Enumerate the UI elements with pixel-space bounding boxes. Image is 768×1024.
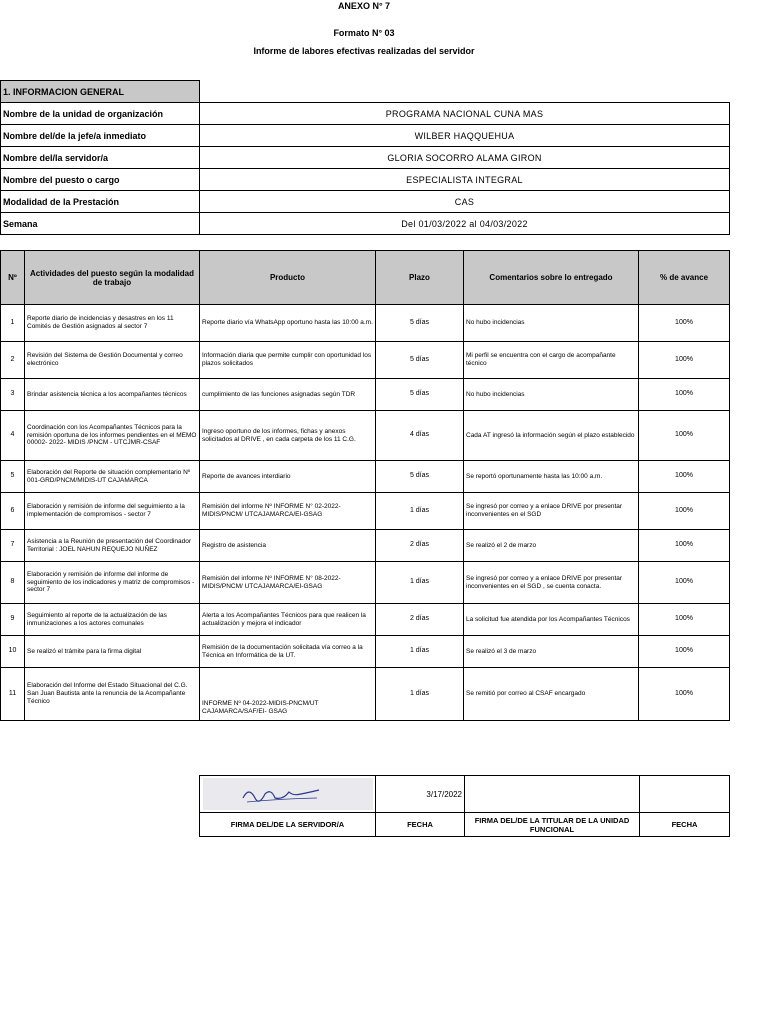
activity-comment: Se ingresó por correo y a enlace DRIVE por presentar inconvenientes en el SGD xyxy=(464,493,639,530)
activity-product: INFORME Nº 04-2022-MIDIS-PNCM/UT CAJAMARCA/SAF/EI- GSAG xyxy=(200,668,376,721)
label-boss: Nombre del/de la jefe/a inmediato xyxy=(1,125,200,147)
activity-row xyxy=(1,342,730,379)
header-deadline: Plazo xyxy=(376,251,464,305)
activity-deadline: 4 días xyxy=(376,411,464,461)
activity-deadline: 1 días xyxy=(376,668,464,721)
activity-product: Ingreso oportuno de los informes, fichas y anexos solicitados al DRIVE , en cada carpeta de los 11 C.G. xyxy=(200,411,376,461)
header-comments: Comentarios sobre lo entregado xyxy=(464,251,639,305)
activity-number: 8 xyxy=(1,562,25,604)
activity-progress: 100% xyxy=(639,530,730,562)
activity-row xyxy=(1,305,730,342)
activity-progress: 100% xyxy=(639,562,730,604)
activity-number: 10 xyxy=(1,636,25,668)
activity-deadline: 5 días xyxy=(376,342,464,379)
header-activity: Actividades del puesto según la modalidad de trabajo xyxy=(25,251,200,305)
format-title: Formato N° 03 xyxy=(333,28,395,38)
activities-table xyxy=(0,250,730,721)
value-modality: CAS xyxy=(200,191,730,213)
activity-row xyxy=(1,411,730,461)
activity-number: 7 xyxy=(1,530,25,562)
activity-number: 1 xyxy=(1,305,25,342)
activity-progress: 100% xyxy=(639,604,730,636)
activity-row xyxy=(1,379,730,411)
signature-table xyxy=(199,775,730,837)
unit-head-date-cell xyxy=(640,776,730,813)
activity-progress: 100% xyxy=(639,379,730,411)
activity-deadline: 2 días xyxy=(376,604,464,636)
activity-deadline: 2 días xyxy=(376,530,464,562)
activity-deadline: 5 días xyxy=(376,461,464,493)
activity-progress: 100% xyxy=(639,305,730,342)
activity-product: cumplimiento de las funciones asignadas según TDR xyxy=(200,379,376,411)
activity-row xyxy=(1,461,730,493)
activity-product: Remisión del informe Nº INFORME N° 08-2022-MIDIS/PNCM/ UTCAJAMARCA/EI-GSAG xyxy=(200,562,376,604)
activity-number: 6 xyxy=(1,493,25,530)
label-unit: Nombre de la unidad de organización xyxy=(1,103,200,125)
activity-description: Elaboración y remisión de informe del informe de seguimiento de los indicadores y matriz de compromisos - sector 7 xyxy=(25,562,200,604)
activity-deadline: 1 días xyxy=(376,493,464,530)
activity-number: 3 xyxy=(1,379,25,411)
activity-comment: No hubo incidencias xyxy=(464,305,639,342)
label-week: Semana xyxy=(1,213,200,235)
activity-row xyxy=(1,604,730,636)
activity-progress: 100% xyxy=(639,636,730,668)
activity-comment: Cada AT ingresó la información según el plazo establecido xyxy=(464,411,639,461)
activity-description: Elaboración del Informe del Estado Situacional del C.G. San Juan Bautista ante la renuncia de la Acompañante Técnico xyxy=(25,668,200,721)
value-unit: PROGRAMA NACIONAL CUNA MAS xyxy=(200,103,730,125)
activity-description: Reporte diario de incidencias y desastres en los 11 Comités de Gestión asignados al sector 7 xyxy=(25,305,200,342)
activity-comment: La solicitud fue atendida por los Acompañantes Técnicos xyxy=(464,604,639,636)
label-servant: Nombre del/la servidor/a xyxy=(1,147,200,169)
activity-comment: Se realizó el 3 de marzo xyxy=(464,636,639,668)
unit-head-signature-cell xyxy=(465,776,640,813)
activity-row xyxy=(1,562,730,604)
activity-row xyxy=(1,636,730,668)
label-modality: Modalidad de la Prestación xyxy=(1,191,200,213)
header-product: Producto xyxy=(200,251,376,305)
header-progress: % de avance xyxy=(639,251,730,305)
activity-description: Se realizó el trámite para la firma digital xyxy=(25,636,200,668)
activity-comment: No hubo incidencias xyxy=(464,379,639,411)
label-unit-head-date: FECHA xyxy=(640,813,730,837)
activity-description: Brindar asistencia técnica a los acompañantes técnicos xyxy=(25,379,200,411)
activity-product: Remisión de la documentación solicitada vía correo a la Técnica en Informática de la UT. xyxy=(200,636,376,668)
activity-progress: 100% xyxy=(639,461,730,493)
activity-deadline: 5 días xyxy=(376,379,464,411)
activity-progress: 100% xyxy=(639,668,730,721)
activity-description: Elaboración y remisión de informe del seguimiento a la implementación de compromisos - sector 7 xyxy=(25,493,200,530)
activity-product: Reporte de avances interdiario xyxy=(200,461,376,493)
activity-row xyxy=(1,530,730,562)
value-servant: GLORIA SOCORRO ALAMA GIRON xyxy=(200,147,730,169)
activity-number: 5 xyxy=(1,461,25,493)
signature-image xyxy=(203,778,373,810)
activities-body xyxy=(1,305,730,721)
activity-comment: Se remitió por correo al CSAF encargado xyxy=(464,668,639,721)
servant-date-value: 3/17/2022 xyxy=(376,776,465,813)
activity-number: 2 xyxy=(1,342,25,379)
activity-description: Seguimiento al reporte de la actualización de las inmunizaciones a los actores comunales xyxy=(25,604,200,636)
activity-number: 9 xyxy=(1,604,25,636)
activity-product: Registro de asistencia xyxy=(200,530,376,562)
label-servant-signature: FIRMA DEL/DE LA SERVIDOR/A xyxy=(200,813,376,837)
activity-row xyxy=(1,493,730,530)
label-servant-date: FECHA xyxy=(376,813,465,837)
activity-row xyxy=(1,668,730,721)
activity-number: 11 xyxy=(1,668,25,721)
report-title: Informe de labores efectivas realizadas del servidor xyxy=(253,46,475,56)
activity-deadline: 5 días xyxy=(376,305,464,342)
activity-product: Reporte diario vía WhatsApp oportuno hasta las 10:00 a.m. xyxy=(200,305,376,342)
activity-number: 4 xyxy=(1,411,25,461)
activity-deadline: 1 días xyxy=(376,562,464,604)
activity-comment: Mi perfil se encuentra con el cargo de acompañante técnico xyxy=(464,342,639,379)
activities-header-row xyxy=(1,251,730,305)
activity-description: Coordinación con los Acompañantes Técnicos para la remisión oportuna de los informes pendientes en el MEMO 00002- 2022- MIDIS /PNCM - UTCJMR-CSAF xyxy=(25,411,200,461)
activity-comment: Se ingresó por correo y a enlace DRIVE por presentar inconvenientes en el SGD , se cuenta conacta. xyxy=(464,562,639,604)
label-unit-head-signature: FIRMA DEL/DE LA TITULAR DE LA UNIDAD FUNCIONAL xyxy=(465,813,640,837)
activity-progress: 100% xyxy=(639,411,730,461)
label-position: Nombre del puesto o cargo xyxy=(1,169,200,191)
activity-description: Asistencia a la Reunión de presentación del Coordinador Territorial : JOEL NAHUN REQUEJO NUÑEZ xyxy=(25,530,200,562)
activity-comment: Se realizó el 2 de marzo xyxy=(464,530,639,562)
activity-progress: 100% xyxy=(639,493,730,530)
activity-product: Alerta a los Acompañantes Técnicos para que realicen la actualización y mejora el indicador xyxy=(200,604,376,636)
activity-description: Elaboración del Reporte de situación complementario Nº 001-GRD/PNCM/MIDIS-UT CAJAMARCA xyxy=(25,461,200,493)
section-title: 1. INFORMACION GENERAL xyxy=(1,81,200,103)
value-boss: WILBER HAQQUEHUA xyxy=(200,125,730,147)
activity-deadline: 1 días xyxy=(376,636,464,668)
value-position: ESPECIALISTA INTEGRAL xyxy=(200,169,730,191)
general-info-table xyxy=(0,80,730,235)
activity-progress: 100% xyxy=(639,342,730,379)
servant-signature-cell xyxy=(200,776,376,813)
header-number: Nº xyxy=(1,251,25,305)
activity-product: Remisión del informe Nº INFORME N° 02-2022-MIDIS/PNCM/ UTCAJAMARCA/EI-GSAG xyxy=(200,493,376,530)
activity-comment: Se reportó oportunamente hasta las 10:00 a.m. xyxy=(464,461,639,493)
value-week: Del 01/03/2022 al 04/03/2022 xyxy=(200,213,730,235)
activity-product: Información diaria que permite cumplir con oportunidad los plazos solicitados xyxy=(200,342,376,379)
annex-title: ANEXO N° 7 xyxy=(337,1,391,11)
activity-description: Revisión del Sistema de Gestión Documental y correo electrónico xyxy=(25,342,200,379)
